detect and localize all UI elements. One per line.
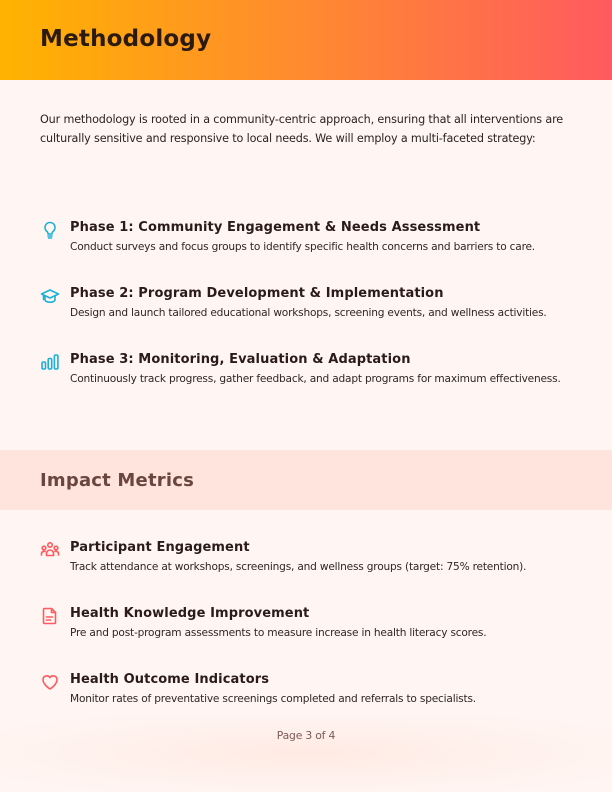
metric-title: Participant Engagement: [70, 540, 250, 555]
phase-title: Phase 2: Program Development & Implementation: [70, 286, 444, 301]
metric-title: Health Knowledge Improvement: [70, 606, 310, 621]
section-title: Impact Metrics: [40, 470, 194, 491]
users-icon: [40, 540, 60, 560]
graduation-cap-icon: [40, 286, 60, 306]
heart-icon: [40, 672, 60, 692]
phase-title: Phase 1: Community Engagement & Needs Assessment: [70, 220, 481, 235]
intro-paragraph: Our methodology is rooted in a community-centric approach, ensuring that all interventions are culturally sensitive and responsive to local needs. We will employ a multi-faceted strategy:: [40, 113, 564, 145]
metric-description: Track attendance at workshops, screenings, and wellness groups (target: 75% retention).: [70, 561, 527, 573]
phase-description: Continuously track progress, gather feedback, and adapt programs for maximum effectiveness.: [70, 373, 561, 385]
phase-description: Design and launch tailored educational workshops, screening events, and wellness activities.: [70, 307, 547, 319]
metric-description: Pre and post-program assessments to measure increase in health literacy scores.: [70, 627, 487, 639]
phase-description: Conduct surveys and focus groups to identify specific health concerns and barriers to care.: [70, 241, 535, 253]
page-number: Page 3 of 4: [276, 729, 336, 742]
page-title: Methodology: [40, 26, 212, 52]
impact-metrics-band: [0, 450, 612, 510]
page-footer: [0, 715, 612, 792]
page-header: [0, 0, 612, 80]
lightbulb-icon: [40, 220, 60, 240]
document-icon: [40, 606, 60, 626]
metric-description: Monitor rates of preventative screenings completed and referrals to specialists.: [70, 693, 476, 705]
phase-title: Phase 3: Monitoring, Evaluation & Adaptation: [70, 352, 411, 367]
bar-chart-icon: [40, 352, 60, 372]
metric-title: Health Outcome Indicators: [70, 672, 270, 687]
